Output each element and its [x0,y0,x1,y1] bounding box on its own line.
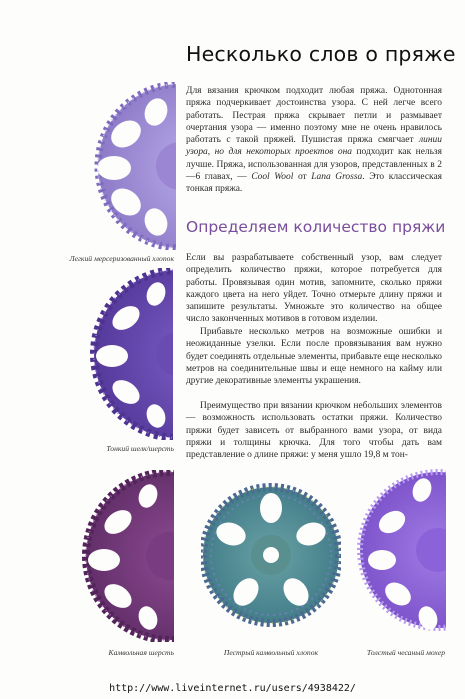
brand-cool-wool: Cool Wool [251,172,294,183]
crochet-motif-violet [56,268,176,440]
footer-url[interactable]: http://www.liveinternet.ru/users/4938422/ [109,683,356,694]
intro-emphasis-1: линии узора, но для некоторых проектов она [186,135,442,158]
crochet-motif-plum [62,470,180,642]
paragraph-1: Если вы разрабатываете собственный узор, вам следует определить количество пряжи, которое потребуется для работы. Провязывая один мотив, запомните, сколько пряжи каждого цвета на него уйдет. Точно отмерьте длину пряжи и запишите результаты. Умножьте это количество на общее число законченных мотивов в готовом изделии. [186,253,442,325]
caption-mohair: Толстый чесаный мохер [366,648,446,657]
caption-lavender: Легкий мерсеризованный хлопок [69,254,174,263]
intro-text-2: подходит как нельзя лучше. Пряжа, использованная для узоров, представленных в 2—6 главах, — [186,147,442,183]
caption-violet: Тонкий шелк/шерсть [106,444,174,453]
caption-plum: Камвольная шерсть [108,648,174,657]
intro-text-4: . Это классическая тонкая пряжа. [186,172,442,195]
page-title: Несколько слов о пряже [186,42,456,66]
section-heading: Определяем количество пряжи [186,218,446,236]
crochet-motif-teal [201,466,341,644]
crochet-motif-lavender [62,82,182,250]
intro-text-3: от [293,172,312,183]
brand-lana-grossa: Lana Grossa [311,172,363,183]
intro-paragraph [186,85,442,196]
intro-text-1: Для вязания крючком подходит любая пряжа. Однотонная пряжа подчеркивает достоинства узора. С ней легче всего работать. Пестрая пряжа скрывает петли и размывает очертания узора — именно поэтому мне не очень нравилось работать с такой пряжей. Пушистая пряжа смягчает [186,86,442,146]
paragraph-2: Прибавьте несколько метров на возможные ошибки и неожиданные узелки. Если после провязывания вам нужно будет соединять отдельные элементы, прибавьте еще несколько метров на соединительные швы и еще немного на кайму или другие декоративные элементы украшения. [186,327,442,387]
caption-teal: Пестрый камвольный хлопок [223,648,319,657]
paragraph-3: Преимущество при вязании крючком небольших элементов — возможность использовать остатки пряжи. Количество пряжи будет зависеть от выбранного вами узора, от вида пряжи и толщины крючка. Для того чтобы дать вам представление о длине пряжи: у меня ушло 19,8 м тон- [186,401,442,461]
crochet-motif-mohair [352,460,465,640]
